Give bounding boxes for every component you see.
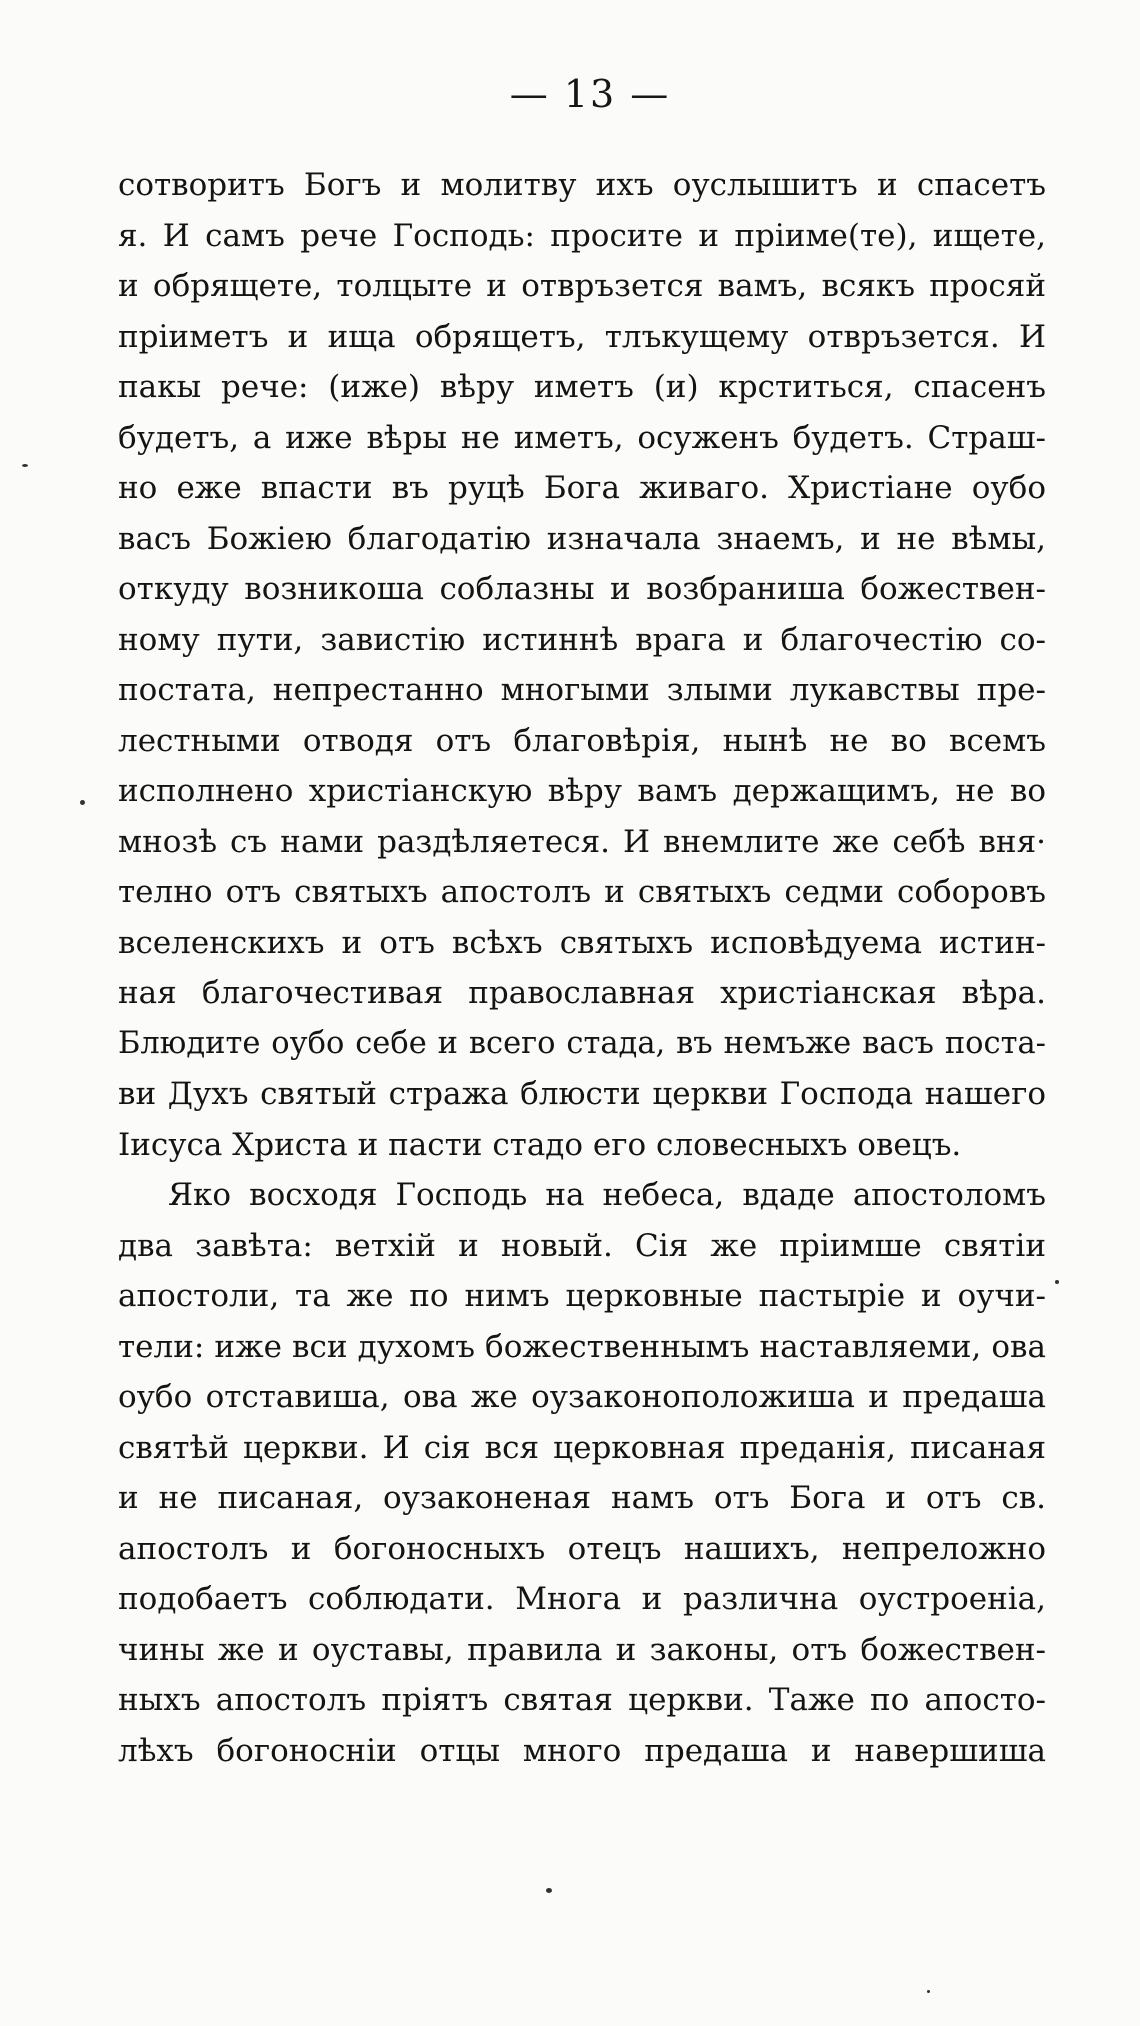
text-line: два завѣта: ветхiй и новый. Сiя же прiимше святiи (118, 1227, 1046, 1264)
text-line: чины же и оуставы, правила и законы, отъ божествен- (118, 1631, 1046, 1668)
text-line: сотворитъ Богъ и молитву ихъ оуслышитъ и спасетъ (118, 167, 1046, 203)
text-line: откуду возникоша соблазны и возбраниша божествен- (118, 571, 1046, 607)
text-line: ныхъ апостолъ прiятъ святая церкви. Таже по апосто- (118, 1682, 1046, 1718)
paragraph-2 (118, 1170, 1046, 1776)
text-line: телно отъ святыхъ апостолъ и святыхъ седми соборовъ (118, 874, 1046, 910)
text-line: ному пути, завистiю истиннѣ врага и благочестiю со- (118, 621, 1046, 658)
text-line: апостоли, та же по нимъ церковные пастырiе и оучи- (118, 1278, 1046, 1314)
text-line: и обрящете, толцыте и отвръзется вамъ, всякъ просяй (118, 268, 1046, 304)
scan-speck (80, 800, 85, 805)
text-line: мнозѣ съ нами раздѣляетеся. И внемлите же себѣ вня· (118, 823, 1046, 860)
text-line: ная благочестивая православная христiанская вѣра. (118, 975, 1046, 1011)
text-line: но еже впасти въ руцѣ Бога живаго. Христiане оубо (118, 470, 1046, 506)
text-line: святѣй церкви. И сiя вся церковная преданiя, писаная (118, 1429, 1046, 1466)
text-line: ви Духъ святый стража блюсти церкви Господа нашего (118, 1076, 1046, 1112)
paragraph-1 (118, 160, 1046, 1170)
text-line: пріиметъ и ища обрящетъ, тлъкущему отвръзется. И (118, 318, 1046, 355)
text-line: апостолъ и богоносныхъ отецъ нашихъ, непреложно (118, 1530, 1046, 1567)
text-line: лѣхъ богоноснiи отцы много предаша и навершиша (118, 1732, 1046, 1769)
scan-speck (546, 1888, 552, 1893)
text-line: оубо отставиша, ова же оузаконоположиша и предаша (118, 1379, 1046, 1415)
text-line: Iисуса Христа и пасти стадо его словесныхъ овецъ. (118, 1126, 962, 1163)
scan-speck (1055, 1280, 1059, 1284)
text-line: Яко восходя Господь на небеса, вдаде апостоломъ (168, 1177, 1046, 1213)
text-line: и не писаная, оузаконеная намъ отъ Бога и отъ св. (118, 1480, 1046, 1516)
text-line: исполнено христiанскую вѣру вамъ держащимъ, не во (118, 773, 1046, 809)
text-line: я. И самъ рече Господь: просите и пріиме(те), ищете, (118, 217, 1046, 254)
page-number: — 13 — (509, 72, 671, 116)
text-line: Блюдите оубо себе и всего стада, въ немъже васъ поста- (118, 1025, 1046, 1061)
text-line: постата, непрестанно многыми злыми лукавствы пре- (118, 672, 1046, 708)
scan-speck (22, 464, 28, 467)
scan-speck (927, 1990, 930, 1993)
text-line: лестными отводя отъ благовѣрiя, нынѣ не во всемъ (118, 722, 1046, 759)
text-line: васъ Божiею благодатiю изначала знаемъ, и не вѣмы, (118, 520, 1046, 557)
page-text (118, 160, 1046, 1776)
text-line: пакы рече: (иже) вѣру иметъ (и) крститься, спасенъ (118, 369, 1046, 405)
text-line: будетъ, а иже вѣры не иметъ, осуженъ будетъ. Страш- (118, 419, 1046, 456)
text-line: тели: иже вси духомъ божественнымъ наставляеми, ова (118, 1328, 1046, 1365)
text-line: вселенскихъ и отъ всѣхъ святыхъ исповѣдуема истин- (118, 924, 1046, 961)
text-line: подобаетъ соблюдати. Многа и различна оустроенiа, (118, 1581, 1046, 1617)
